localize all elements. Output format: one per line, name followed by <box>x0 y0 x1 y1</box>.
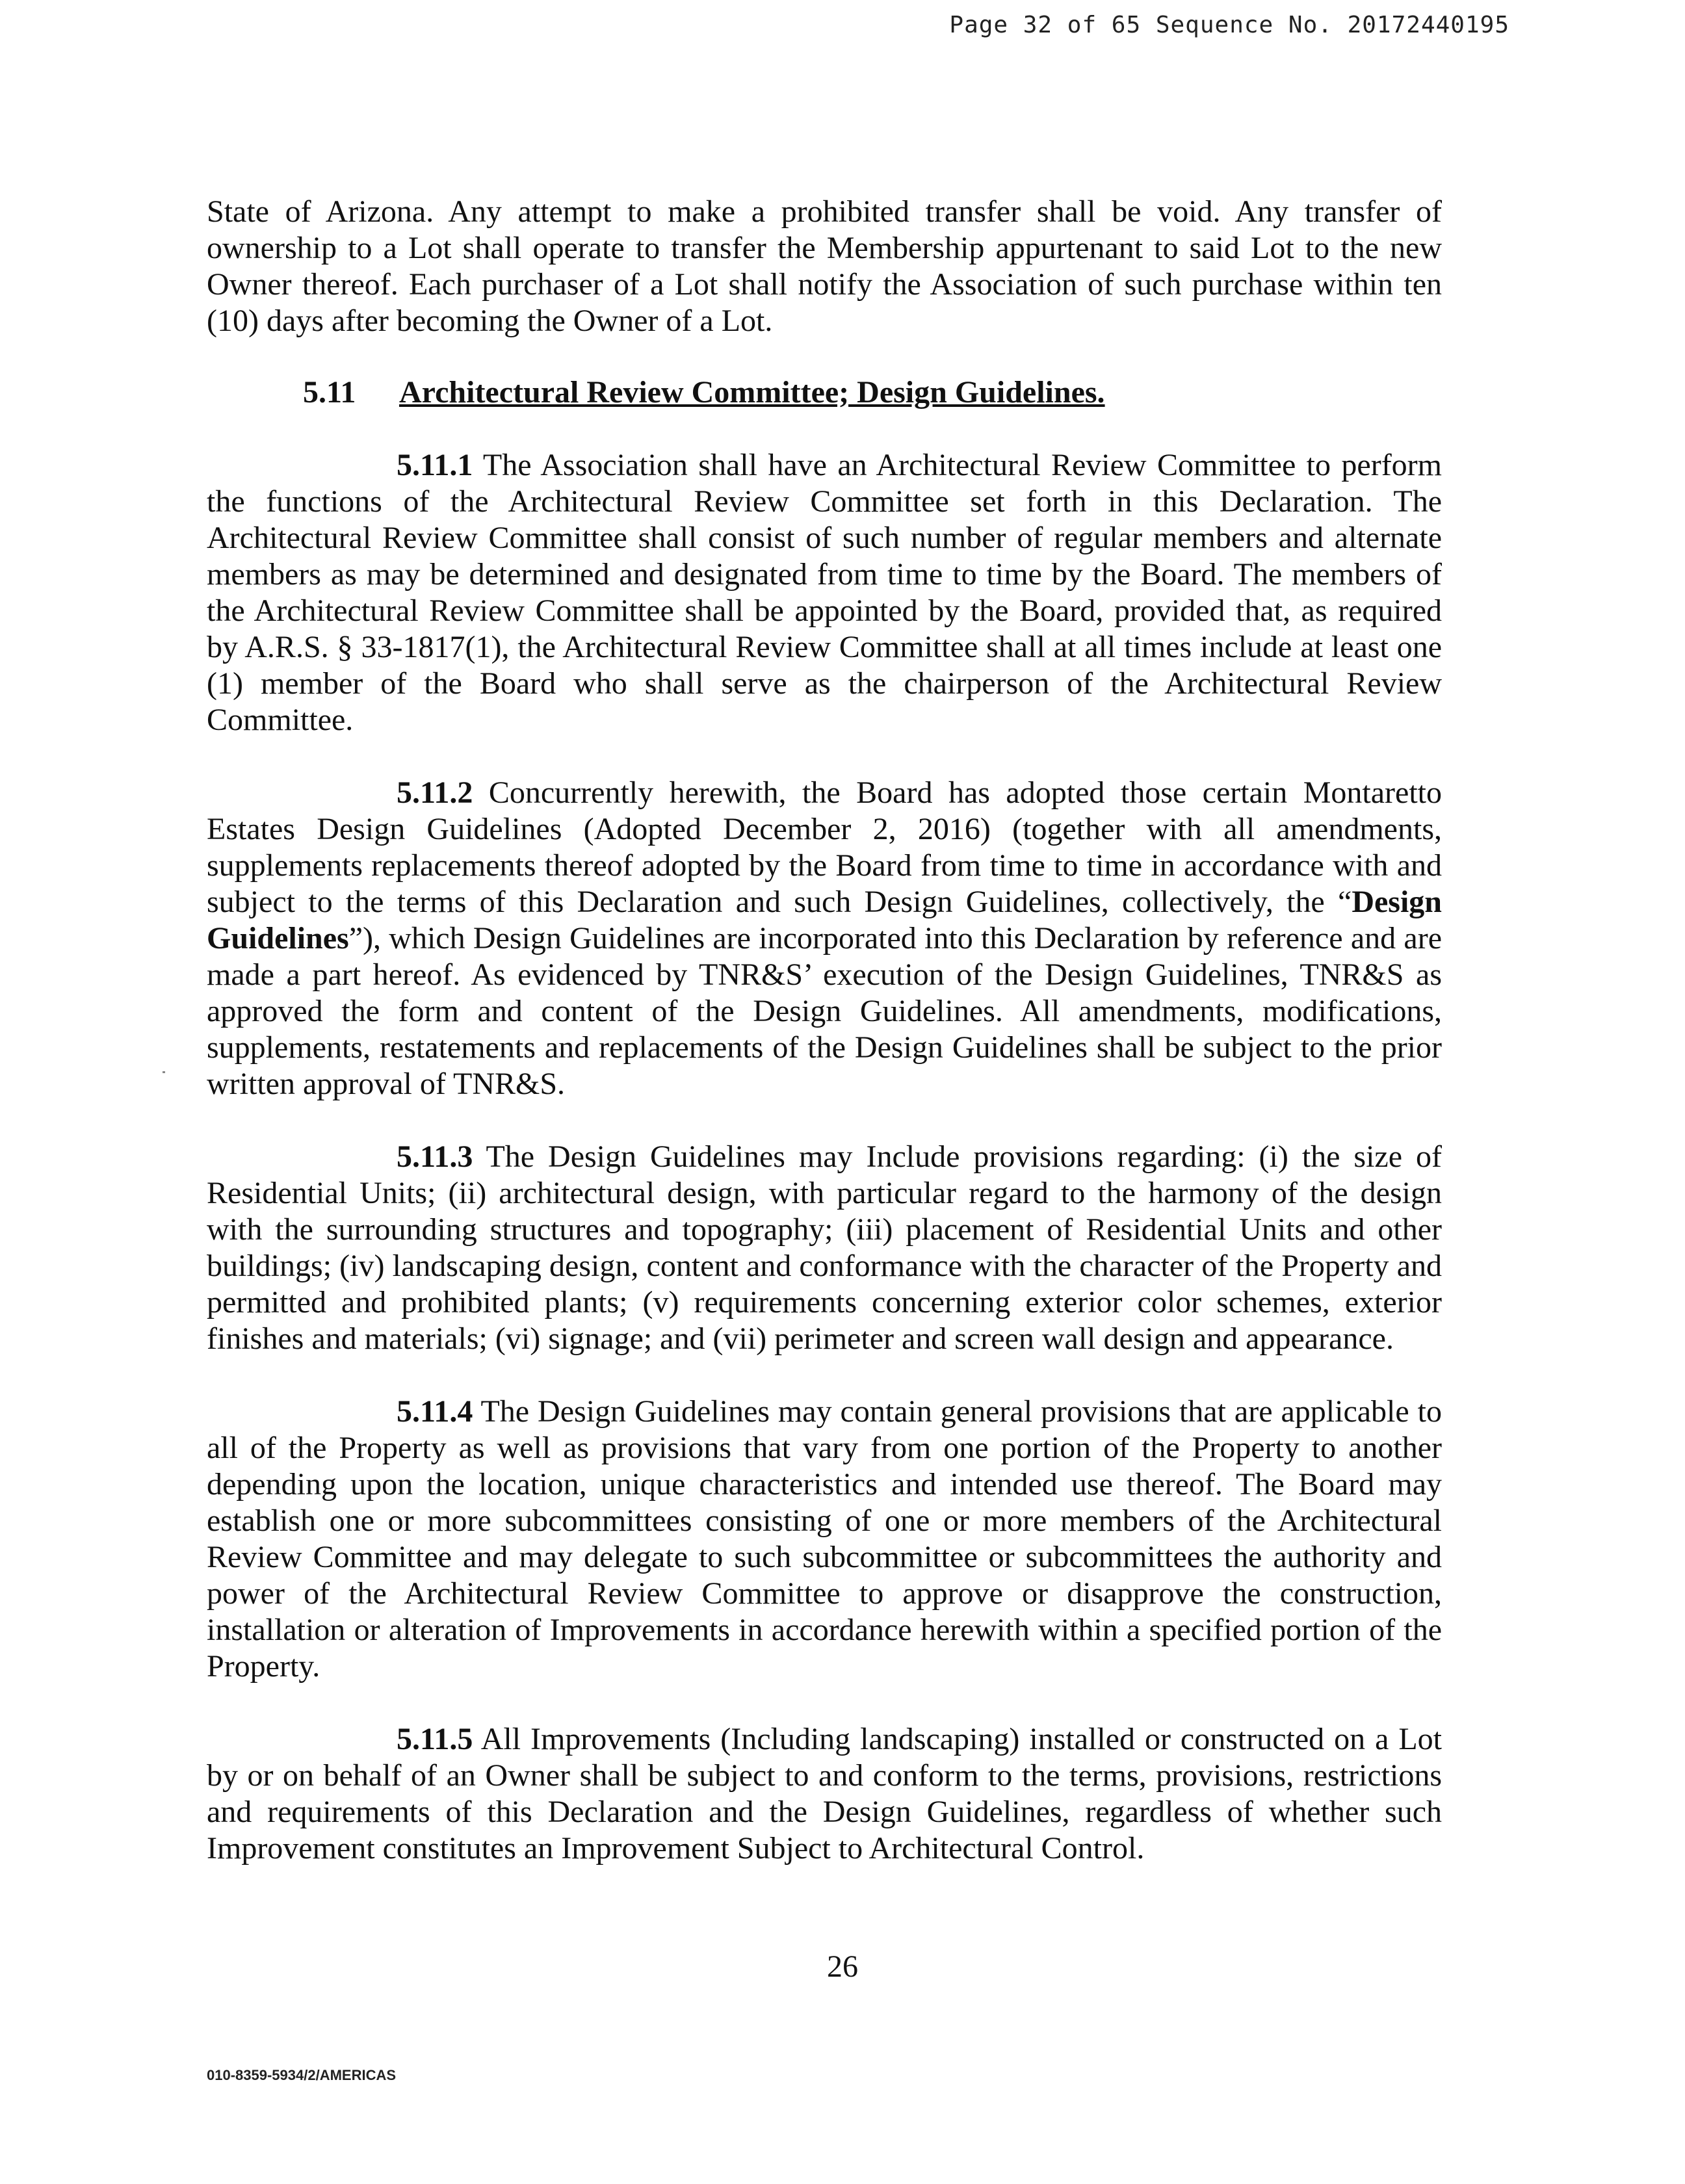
footer-document-code: 010-8359-5934/2/AMERICAS <box>207 2067 397 2083</box>
subsection-number: 5.11.1 <box>397 448 473 482</box>
scan-speck <box>163 1071 165 1073</box>
subsection-text-before: Concurrently herewith, the Board has adopted those certain Montaretto Estates Design Guidelines (Adopted December 2, 2016) (together with all amendments, supplements replacements thereof adopted by the Board from time to time in accordance with and subject to the terms of this Declaration and such Design Guidelines, collectively, the “ <box>207 775 1443 919</box>
page-number: 26 <box>827 1949 858 1984</box>
subsection-text: The Design Guidelines may Include provisions regarding: (i) the size of Residential Units; (ii) architectural design, with particular regard to the harmony of the design with the surrounding structures and topography; (iii) placement of Residential Units and other buildings; (iv) landscaping design, content and conformance with the character of the Property and permitted and prohibited plants; (v) requirements concerning exterior color schemes, exterior finishes and materials; (vi) signage; and (vii) perimeter and screen wall design and appearance. <box>207 1139 1442 1356</box>
subsection-text: All Improvements (Including landscaping) installed or constructed on a Lot by or on behalf of an Owner shall be subject to and conform to the terms, provisions, restrictions and requirements of this Declaration and the Design Guidelines, regardless of whether such Improvement constitutes an Improvement Subject to Architectural Control. <box>207 1722 1443 1866</box>
subsection-5-11-5 <box>207 1721 1442 1867</box>
subsection-text: The Design Guidelines may contain general provisions that are applicable to all of the Property as well as provisions that vary from one portion of the Property to another depending upon the location, unique characteristics and intended use thereof. The Board may establish one or more subcommittees consisting of one or more members of the Architectural Review Committee and may delegate to such subcommittee or subcommittees the authority and power of the Architectural Review Committee to approve or disapprove the construction, installation or alteration of Improvements in accordance herewith within a specified portion of the Property. <box>207 1394 1443 1684</box>
section-heading <box>207 374 1442 411</box>
subsection-text: The Association shall have an Architectural Review Committee to perform the functions of the Architectural Review Committee set forth in this Declaration. The Architectural Review Committee shall consist of such number of regular members and alternate members as may be determined and designated from time to time by the Board. The members of the Architectural Review Committee shall be appointed by the Board, provided that, as required by A.R.S. § 33-1817(1), the Architectural Review Committee shall at all times include at least one (1) member of the Board who shall serve as the chairperson of the Architectural Review Committee. <box>207 448 1442 737</box>
subsection-number: 5.11.4 <box>397 1394 473 1429</box>
section-number: 5.11 <box>303 375 356 410</box>
defined-term: Design Guidelines <box>207 885 1442 956</box>
subsection-5-11-2 <box>207 775 1442 1102</box>
subsection-5-11-4 <box>207 1394 1442 1685</box>
subsection-5-11-1 <box>207 447 1442 738</box>
subsection-number: 5.11.3 <box>397 1139 473 1174</box>
subsection-number: 5.11.2 <box>397 775 473 810</box>
subsection-text-after: ”), which Design Guidelines are incorporated into this Declaration by reference and are made a part hereof. As evidenced by TNR&S’ execution of the Design Guidelines, TNR&S as approved the form and content of the Design Guidelines. All amendments, modifications, supplements, restatements and replacements of the Design Guidelines shall be subject to the prior written approval of TNR&S. <box>207 921 1442 1101</box>
subsection-number: 5.11.5 <box>397 1722 473 1756</box>
document-body <box>207 194 1442 1903</box>
page-header: Page 32 of 65 Sequence No. 20172440195 <box>949 12 1509 38</box>
subsection-5-11-3 <box>207 1139 1442 1357</box>
intro-paragraph: State of Arizona. Any attempt to make a prohibited transfer shall be void. Any transfer of ownership to a Lot shall operate to transfer the Membership appurtenant to said Lot to the new Owner thereof. Each purchaser of a Lot shall notify the Association of such purchase within ten (10) days after becoming the Owner of a Lot. <box>207 194 1442 338</box>
section-title: Architectural Review Committee; Design Guidelines. <box>399 375 1105 410</box>
